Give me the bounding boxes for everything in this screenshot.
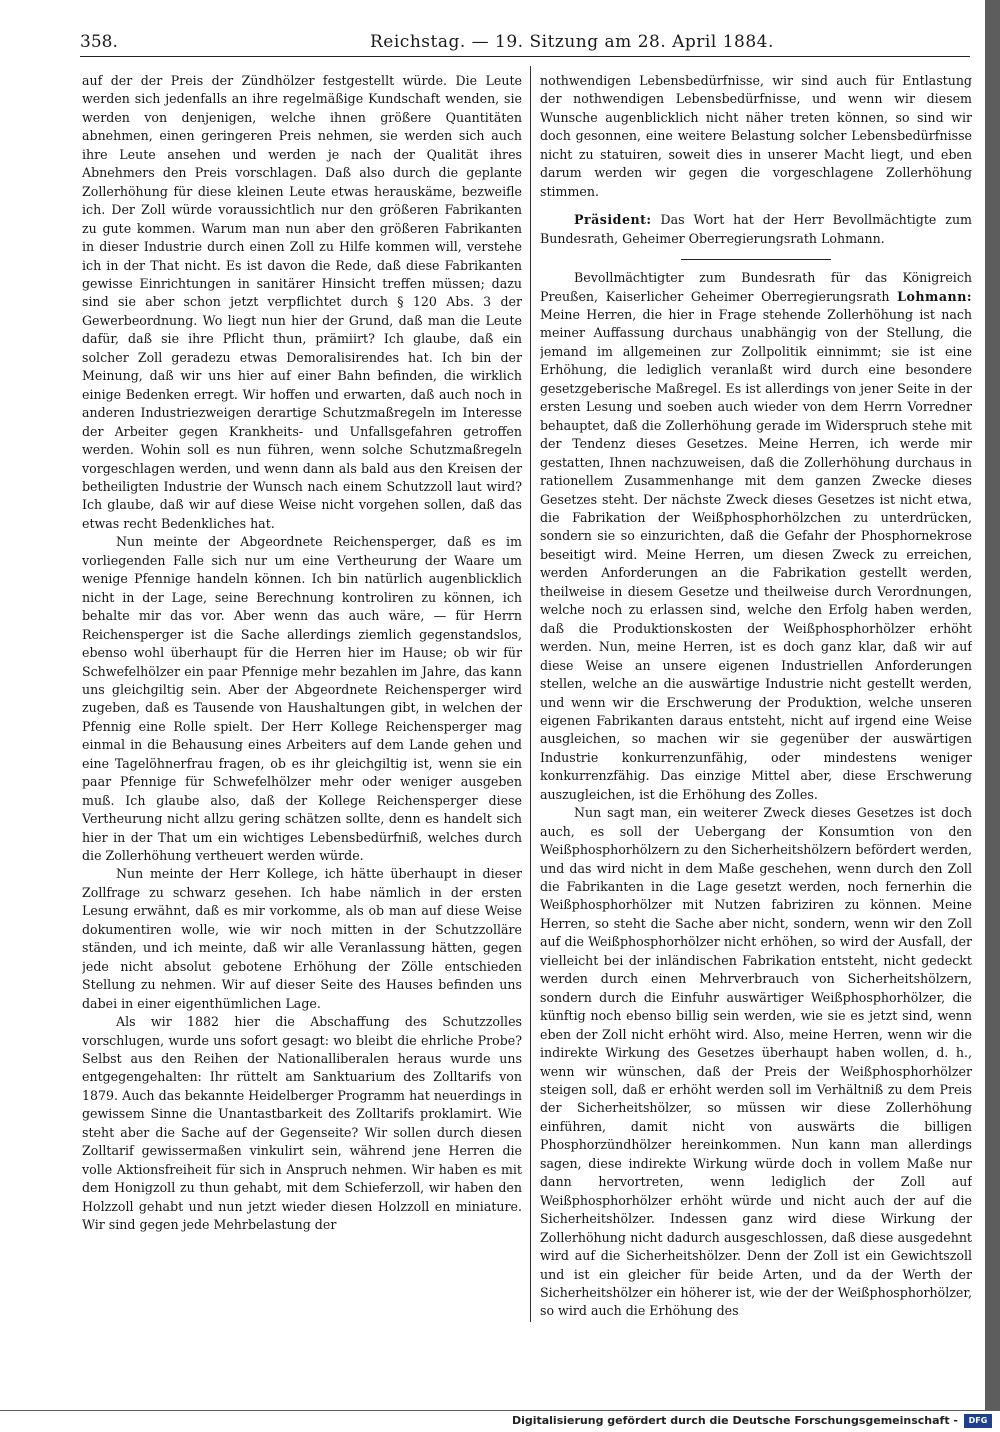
column-divider [530,66,531,1322]
paragraph: Als wir 1882 hier die Abschaffung des Schutzzolles vorschlugen, wurde uns sofort gesagt: wo bleibt die ehrliche Probe? Selbst aus den Reihen der Nationalliberalen heraus wurde uns entgegengehalten: Ihr rüttelt am Sanktuarium des Zolltarifs von 1879. Auch das bekannte Heidelberger Programm hat neuerdings in gewissem Sinne die Unantastbarkeit des Zolltarifs proklamirt. Wie steht aber die Sache auf der Gegenseite? Wir sollen durch diesen Zolltarif gewissermaßen vinkulirt sein, während jene Herren die volle Aktionsfreiheit für sich in Anspruch nehmen. Wir haben es mit dem Honigzoll zu thun gehabt, mit dem Schieferzoll, wir haben den Holzzoll gehabt und nun jetzt wieder diesen Holzzoll en miniature. Wir sind gegen jede Mehrbelastung der [82,1014,522,1233]
header-rule [80,56,970,57]
page-header [80,28,970,54]
speaker-label: Lohmann: [897,288,972,304]
speaker-label: Präsident: [574,212,652,228]
paragraph: Nun meinte der Abgeordnete Reichensperger, daß es im vorliegenden Falle sich nur um eine Vertheurung der Waare um wenige Pfennige handeln können. Ich bin natürlich augenblicklich nicht in der Lage, seine Berechnung kontroliren zu können, ich behalte mir das vor. Aber wenn das auch wäre, — für Herrn Reichensperger ist die Sache allerdings ziemlich gegenstandslos, ebenso wohl überhaupt für die Herren hier im Hause; ob wir für Schwefelhölzer ein paar Pfennige mehr bezahlen im Jahre, das kann uns gleichgiltig sein. Aber der Abgeordnete Reichensperger wird zugeben, daß es Tausende von Haushaltungen gibt, in welchen der Pfennig eine Rolle spielt. Der Herr Kollege Reichensperger mag einmal in die Behausung eines Arbeiters auf dem Lande gehen und eine Tagelöhnerfrau fragen, ob es ihr gleichgiltig ist, wenn sie ein paar Pfennige für Schwefelhölzer mehr oder weniger ausgeben muß. Ich glaube also, daß der Kollege Reichensperger diese Vertheurung nicht allzu gering schätzen sollte, denn es handelt sich hier in der That um ein wichtiges Lebensbedürfniß, welches durch die Zollerhöhung vertheuert werden würde. [82,534,522,864]
statement-text: Das Wort hat der Herr Bevollmächtigte zum Bundesrath, Geheimer Oberregierungsrath Lohmann. [540,212,972,246]
paragraph: auf der der Preis der Zündhölzer festgestellt würde. Die Leute werden sich jedenfalls an ihre regelmäßige Kundschaft wenden, sie werden von denjenigen, welche ihnen größere Quantitäten abnehmen, einen geringeren Preis nehmen, sie werden sich auch ihre Leute ansehen und werden je nach der Qualität ihres Abnehmers den Preis vorschlagen. Daß also durch die geplante Zollerhöhung für diese kleinen Leute etwas herauskäme, bezweifle ich. Der Zoll würde voraussichtlich nur den größeren Fabrikanten zu gute kommen. Warum man nun aber den größeren Fabrikanten in dieser Industrie durch einen Zoll zu Hilfe kommen will, verstehe ich in der That nicht. Es ist davon die Rede, daß diese Fabrikanten gewisse Einrichtungen in sanitärer Hinsicht treffen müssen; dazu sind sie aber schon jetzt verpflichtet durch § 120 Abs. 3 der Gewerbeordnung. Wo liegt nun hier der Grund, daß man die Leute dafür, daß sie ihre Pflicht thun, prämiirt? Ich glaube, daß ein solcher Zoll geradezu etwas Demoralisirendes hat. Ich bin der Meinung, daß wir uns hier auf einer Bahn befinden, die wirklich einige Bedenken erregt. Wir hoffen und erwarten, daß auch noch in anderen Industriezweigen derartige Schutzmaßregeln im Interesse der Arbeiter gegen Krankheits- und Unfallsgefahren getroffen werden. Wohin soll es nun führen, wenn solche Schutzmaßregeln vorgeschlagen werden, und wenn dann als bald aus den Kreisen der betheiligten Industrie der Wunsch nach einem Schutzzoll laut wird? Ich glaube, daß wir auf diese Weise nicht vorgehen sollen, daß das etwas recht Bedenkliches hat. [82,73,522,531]
paragraph: Nun meinte der Herr Kollege, ich hätte überhaupt in dieser Zollfrage zu schwarz gesehen. Ich habe nämlich in der ersten Lesung erwähnt, daß es mir vorkomme, als ob man auf diese Weise dokumentiren wolle, wie wir noch mitten in der Schutzzolläre ständen, und ich meinte, daß wir alle Veranlassung hätten, gegen jede nicht absolut gebotene Erhöhung der Zölle entschieden Stellung zu nehmen. Wir auf dieser Seite des Hauses befinden uns dabei in einer eigenthümlichen Lage. [82,866,522,1011]
lohmann-speech [540,269,972,804]
right-column [540,72,972,1322]
speaker-intro: Bevollmächtigter zum Bundesrath für das Königreich Preußen, Kaiserlicher Geheimer Oberregierungsrath [540,270,972,304]
section-rule [681,259,831,260]
speech-text: Meine Herren, die hier in Frage stehende Zollerhöhung ist nach meiner Auffassung durchaus unabhängig von der Stellung, die jemand im allgemeinen zur Zollpolitik einnimmt; sie ist eine Erhöhung, die lediglich veranlaßt wird durch eine besondere gesetzgeberische Maßregel. Es ist allerdings von jener Seite in der ersten Lesung und soeben auch wieder von dem Herrn Vorredner behauptet, daß die Zollerhöhung gerade im Widerspruch stehe mit der Tendenz dieses Gesetzes. Meine Herren, ich werde mir gestatten, Ihnen nachzuweisen, daß die Zollerhöhung durchaus in rationellem Zusammenhange mit dem ganzen Zwecke dieses Gesetzes steht. Der nächste Zweck dieses Gesetzes ist nicht etwa, die Fabrikation der Weißphosphorhölzchen zu unterdrücken, sondern sie so einzurichten, daß die Gefahr der Phosphornekrose beseitigt wird. Meine Herren, um diesen Zweck zu erreichen, werden Anforderungen an die Fabrikation gestellt werden, theilweise in diesem Gesetze und theilweise durch Verordnungen, welche noch zu erlassen sind, welche den Erfolg haben werden, daß die Produktionskosten der Weißphosphorhölzer erhöht werden. Nun, meine Herren, ist es doch ganz klar, daß wir auf diese Weise an unsere eigenen Industriellen Anforderungen stellen, welche an die auswärtige Industrie nicht gestellt werden, und wenn wir die Erschwerung der Produktion, welche unseren eigenen Fabrikanten daraus entsteht, nicht auf irgend eine Weise ausgleichen, so machen wir sie gegenüber der auswärtigen Industrie konkurrenzunfähig, oder mindestens weniger konkurrenzfähig. Das einzige Mittel aber, diese Erschwerung auszugleichen, ist die Erhöhung des Zolles. [540,306,972,802]
funding-credit: Digitalisierung gefördert durch die Deutsche Forschungsgemeinschaft - [511,1414,958,1427]
paragraph: nothwendigen Lebensbedürfnisse, wir sind auch für Entlastung der nothwendigen Lebensbedürfnisse, und wenn wir diesem Wunsche augenblicklich nicht näher treten können, so sind wir doch gesonnen, eine weitere Belastung solcher Lebensbedürfnisse nicht zu statuiren, soweit dies in unserer Macht liegt, und eben darum werden wir gegen die vorgeschlagene Zollerhöhung stimmen. [540,73,972,199]
president-statement [540,211,972,248]
paragraph: Nun sagt man, ein weiterer Zweck dieses Gesetzes ist doch auch, es soll der Uebergang der Konsumtion von den Weißphosphorhölzern zu den Sicherheitshölzern befördert werden, und das wird nicht in dem Maße geschehen, wenn durch den Zoll die Fabrikanten in die Lage gesetzt werden, noch fernerhin die Weißphosphorhölzer mit Nutzen fabriziren zu können. Meine Herren, so steht die Sache aber nicht, sondern, wenn wir den Zoll auf die Weißphosphorhölzer nicht erhöhen, so wird der Ausfall, der vielleicht bei der inländischen Fabrikation entsteht, nicht gedeckt werden durch einen Mehrverbrauch von Sicherheitshölzern, sondern durch die Einfuhr auswärtiger Weißphosphorhölzer, die künftig noch ebenso billig sein werden, wie sie es jetzt sind, wenn eben der Zoll nicht erhöht wird. Also, meine Herren, wenn wir die indirekte Wirkung des Gesetzes überhaupt haben wollen, d. h., wenn wir wünschen, daß der Preis der Weißphosphorhölzer steigen soll, daß er erhöht werden soll im Verhältniß zu dem Preis der Sicherheitshölzer, so müssen wir diese Zollerhöhung einführen, damit nicht von auswärts die billigen Phosphorzündhölzer hereinkommen. Nun kann man allerdings sagen, diese indirekte Wirkung würde doch in vollem Maße nur dann hervortreten, wenn lediglich der Zoll auf Weißphosphorhölzer erhöht würde und nicht auch der auf die Sicherheitshölzer. Indessen ganz wird diese Wirkung der Zollerhöhung nicht dadurch ausgeschlossen, daß diese ausgedehnt wird auf die Sicherheitshölzer. Denn der Zoll ist ein Gewichtszoll und ist ein gleicher für beide Arten, und da der Werth der Sicherheitshölzer ein höherer ist, wie der der Weißphosphorhölzer, so wird auch die Erhöhung des [540,805,972,1319]
dfg-logo: DFG [964,1414,992,1428]
footer-bar [0,1411,1000,1432]
page-number: 358. [80,32,118,52]
running-title: Reichstag. — 19. Sitzung am 28. April 1884. [370,32,774,52]
left-column [82,72,522,1322]
